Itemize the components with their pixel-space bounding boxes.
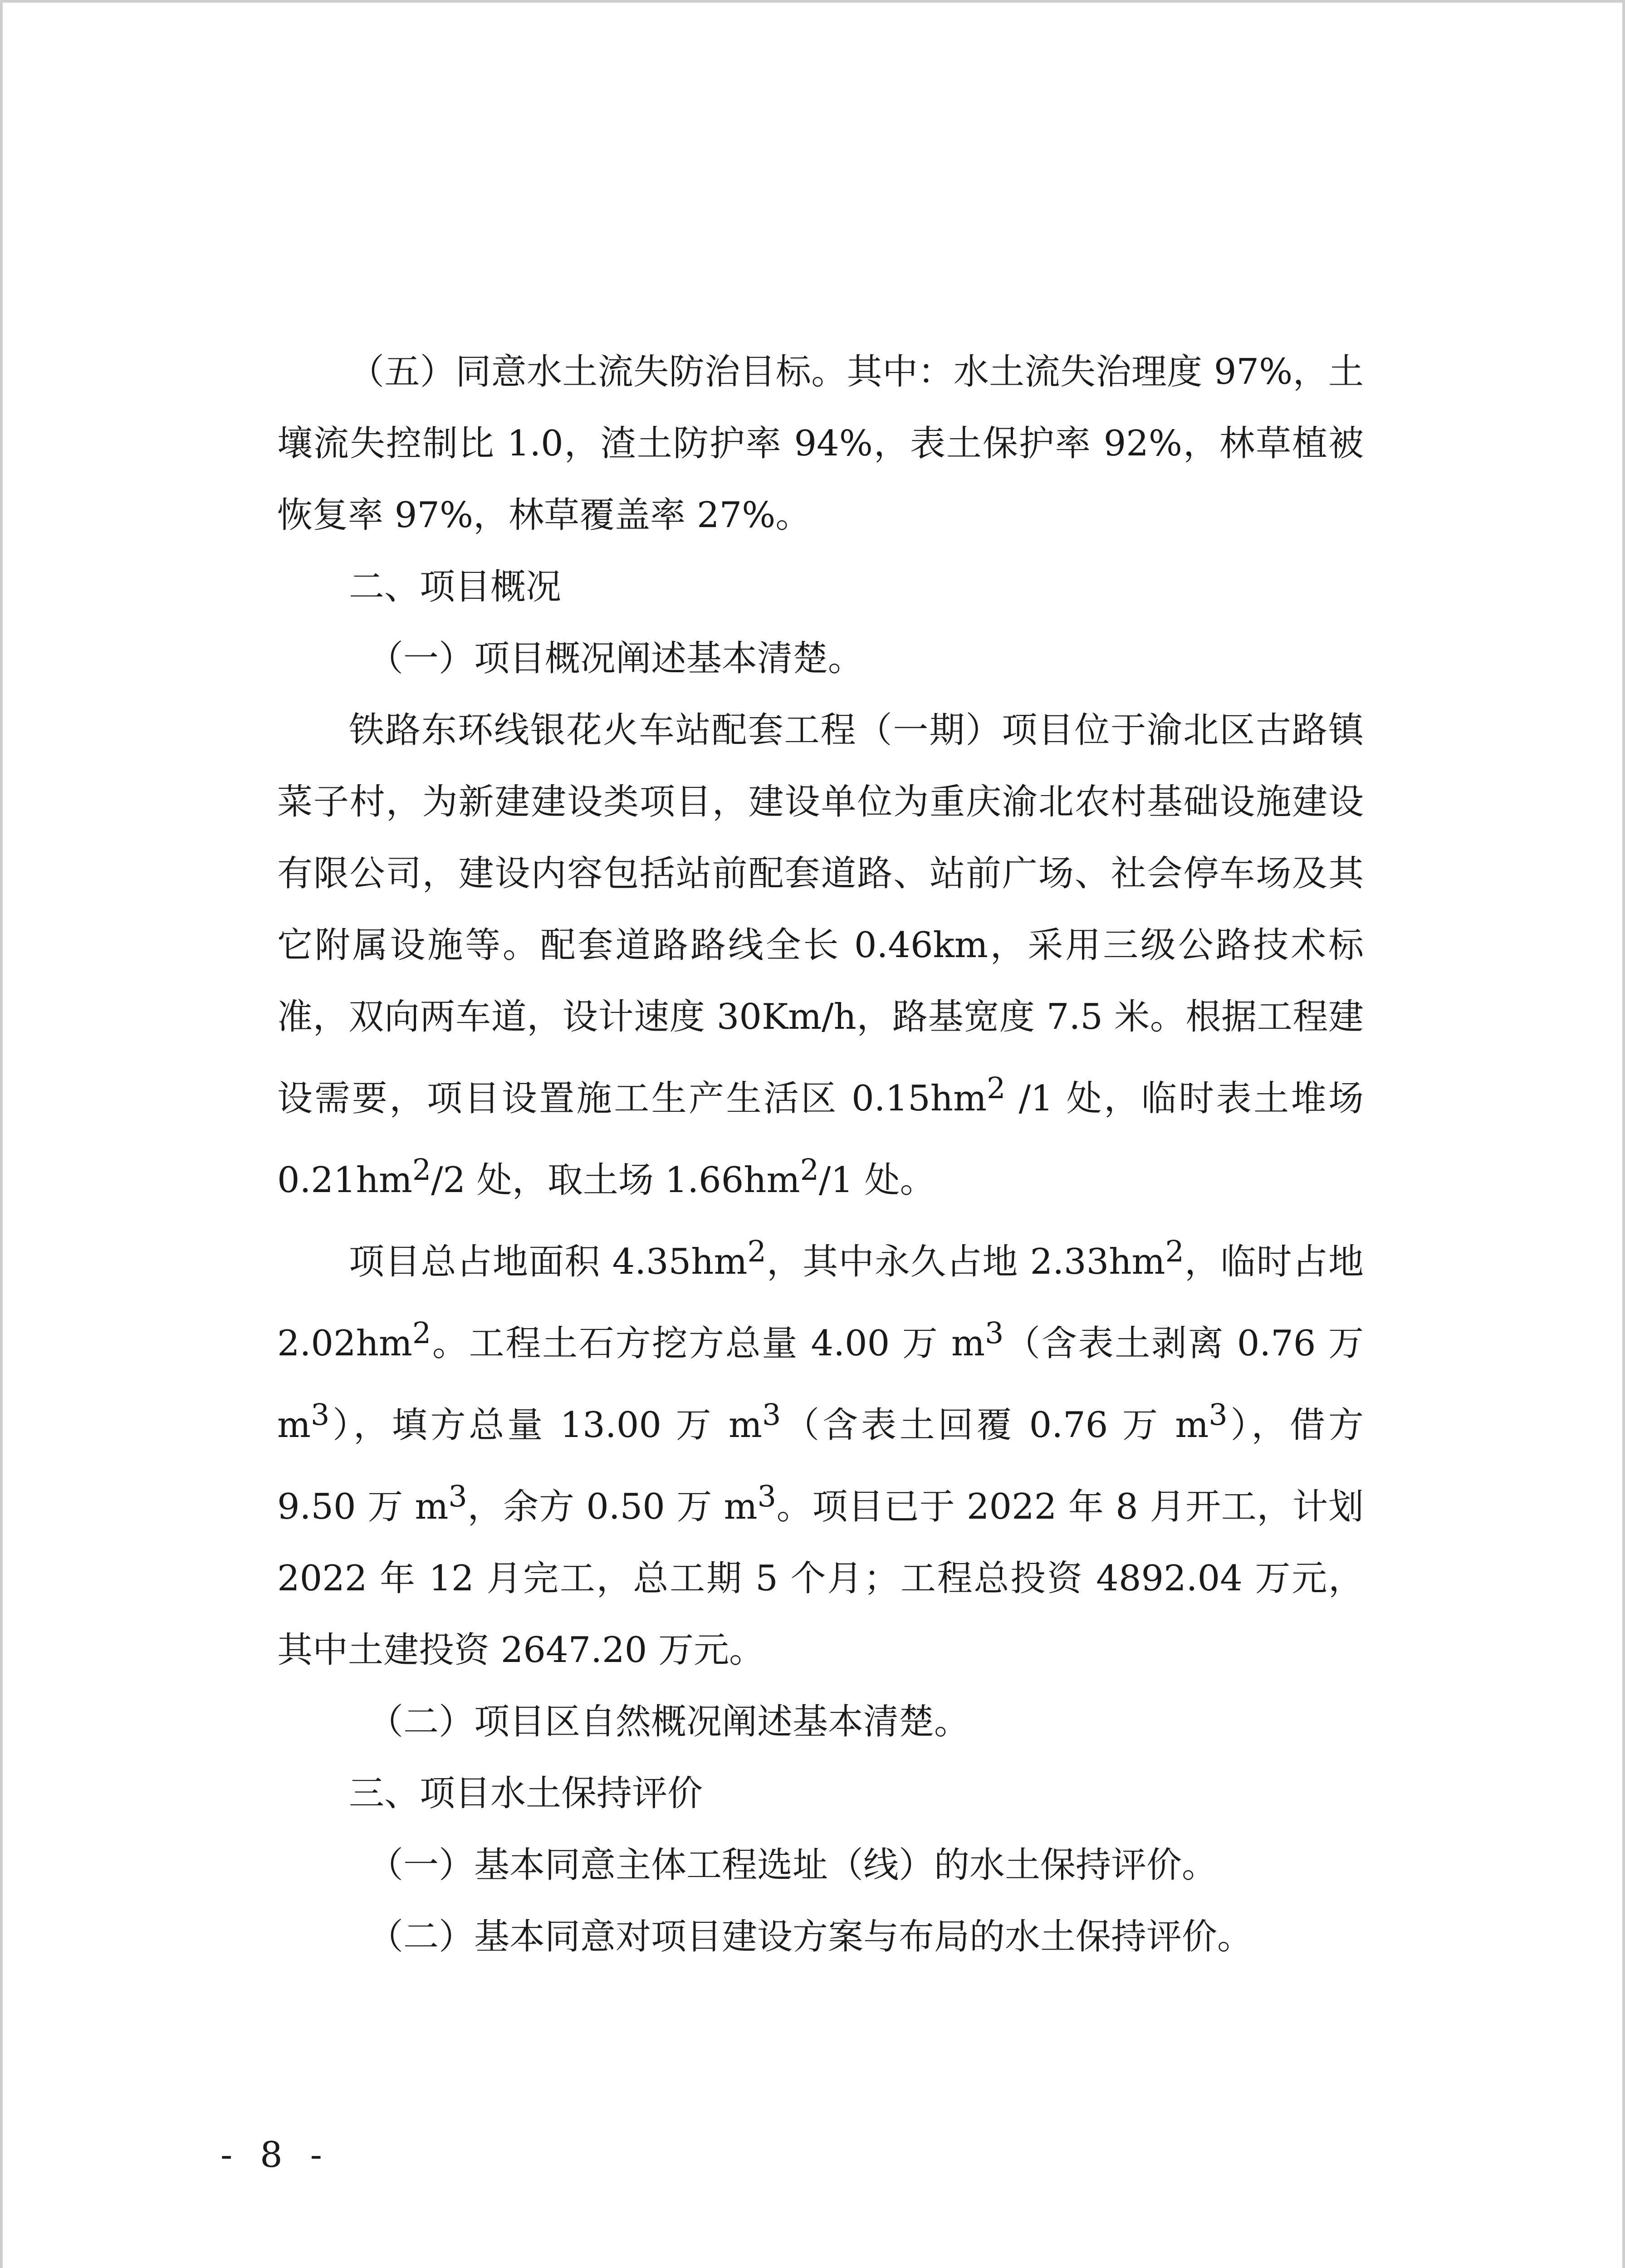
text-run: ，临时占地 2.02hm [277, 1242, 1364, 1364]
text-run: ，其中永久占地 2.33hm [766, 1242, 1165, 1282]
text-run: ），填方总量 13.00 万 m [329, 1405, 762, 1446]
superscript: 2 [412, 1316, 431, 1350]
superscript: 2 [800, 1153, 819, 1187]
superscript: 2 [987, 1071, 1006, 1105]
text-run: （含表土剥离 0.76 万 m [277, 1323, 1364, 1446]
superscript: 3 [762, 1398, 781, 1432]
text-run: 项目总占地面积 4.35hm [349, 1242, 748, 1282]
superscript: 3 [448, 1480, 467, 1514]
subheading-natural-overview: （二）项目区自然概况阐述基本清楚。 [368, 1701, 970, 1742]
text-run: 。工程土石方挖方总量 4.00 万 m [431, 1323, 985, 1364]
subheading-layout-evaluation: （二）基本同意对项目建设方案与布局的水土保持评价。 [368, 1916, 1253, 1957]
superscript: 3 [984, 1316, 1004, 1350]
superscript: 3 [1209, 1398, 1228, 1432]
superscript: 3 [757, 1480, 776, 1514]
text-run: 。项目已于 2022 年 8 月开工，计划 2022 年 12 月完工，总工期 5 个月；工程总投资 4892.04 万元，其中土建投资 2647.20 万元。 [277, 1486, 1364, 1671]
heading-project-overview: 二、项目概况 [349, 567, 562, 607]
superscript: 3 [310, 1398, 330, 1432]
superscript: 2 [747, 1235, 766, 1269]
paragraph-project-location [277, 694, 1364, 1216]
document-body [277, 336, 1364, 1973]
text-run: /2 处，取土场 1.66hm [431, 1160, 800, 1201]
heading-soil-conservation-evaluation: 三、项目水土保持评价 [349, 1773, 703, 1814]
text-run: /1 处。 [818, 1160, 935, 1201]
subheading-overview-clear: （一）项目概况阐述基本清楚。 [368, 638, 864, 679]
text-run: /1 处，临时表土堆场 0.21hm [277, 1078, 1364, 1201]
superscript: 2 [412, 1153, 431, 1187]
text-run: 铁路东环线银花火车站配套工程（一期）项目位于渝北区古路镇菜子村，为新建建设类项目，建设单位为重庆渝北农村基础设施建设有限公司，建设内容包括站前配套道路、站前广场、社会停车场及其它附属设施等。配套道路路线全长 0.46km，采用三级公路技术标准，双向两车道，设计速度 30Km/h，路基宽度 7.5 米。根据工程建设需要，项目设置施工生产生活区 0.15hm [277, 710, 1364, 1119]
text-run: ，余方 0.50 万 m [467, 1486, 758, 1527]
text-run: ），借方 9.50 万 m [277, 1405, 1364, 1527]
paragraph-control-targets: （五）同意水土流失防治目标。其中：水土流失治理度 97%，土壤流失控制比 1.0，渣土防护率 94%，表土保护率 92%，林草植被恢复率 97%，林草覆盖率 27%。 [277, 352, 1364, 536]
text-run: （含表土回覆 0.76 万 m [781, 1405, 1209, 1446]
paragraph-land-earthwork [277, 1216, 1364, 1686]
superscript: 2 [1165, 1235, 1184, 1269]
subheading-site-selection-evaluation: （一）基本同意主体工程选址（线）的水土保持评价。 [368, 1845, 1218, 1886]
page-number: - 8 - [220, 2135, 330, 2175]
